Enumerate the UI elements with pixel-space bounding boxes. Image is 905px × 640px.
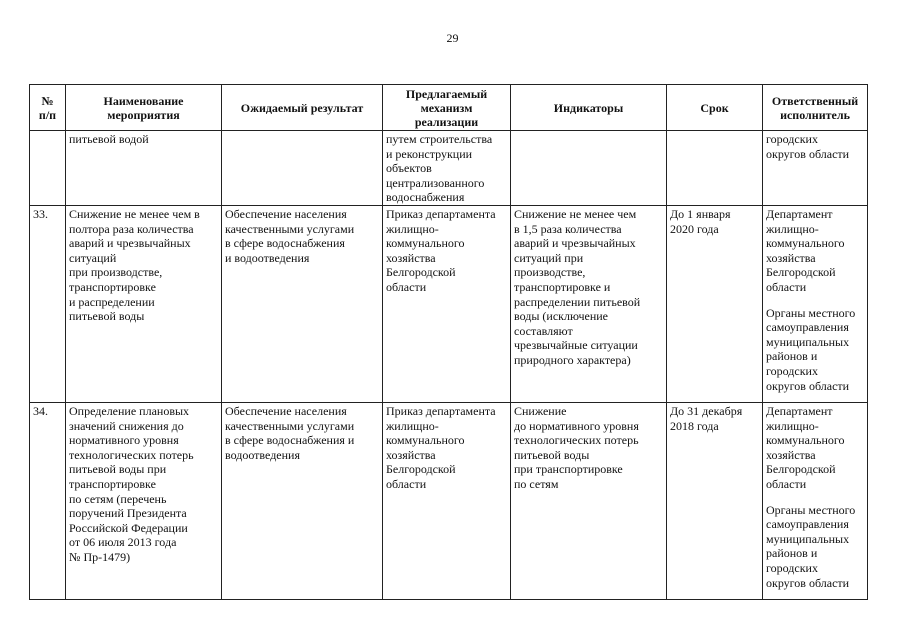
cell-number: 33. [30, 205, 66, 402]
cell-responsible: городских округов области [763, 131, 868, 206]
cell-indicators: Снижение до нормативного уровня технологических потерь питьевой воды при транспортировке по сетям [511, 402, 667, 599]
header-name: Наименование мероприятия [66, 85, 222, 131]
header-mechanism: Предлагаемый механизм реализации [383, 85, 511, 131]
cell-result: Обеспечение населения качественными услугами в сфере водоснабжения и водоотведения [222, 205, 383, 402]
cell-mechanism: Приказ департамента жилищно- коммунального хозяйства Белгородской области [383, 402, 511, 599]
cell-name: Снижение не менее чем в полтора раза количества аварий и чрезвычайных ситуаций при производстве, транспортировке и распределении питьевой воды [66, 205, 222, 402]
cell-result: Обеспечение населения качественными услугами в сфере водоснабжения и водоотведения [222, 402, 383, 599]
cell-number: 34. [30, 402, 66, 599]
cell-result [222, 131, 383, 206]
cell-responsible: Департамент жилищно- коммунального хозяйства Белгородской области Органы местного самоуправления муниципальных районов и городских округов области [763, 205, 868, 402]
table-row [30, 131, 868, 206]
header-indicators: Индикаторы [511, 85, 667, 131]
page-number: 29 [446, 31, 459, 45]
cell-indicators: Снижение не менее чем в 1,5 раза количества аварий и чрезвычайных ситуаций при производстве, транспортировке и распределении питьевой воды (исключение составляют чрезвычайные ситуации природного характера) [511, 205, 667, 402]
cell-name: Определение плановых значений снижения до нормативного уровня технологических потерь питьевой воды при транспортировке по сетям (перечень поручений Президента Российской Федерации от 06 июля 2013 года № Пр-1479) [66, 402, 222, 599]
cell-deadline: До 1 января 2020 года [667, 205, 763, 402]
table-row [30, 205, 868, 402]
header-result: Ожидаемый результат [222, 85, 383, 131]
measures-table [29, 84, 868, 600]
cell-deadline: До 31 декабря 2018 года [667, 402, 763, 599]
cell-number [30, 131, 66, 206]
header-deadline: Срок [667, 85, 763, 131]
cell-mechanism: Приказ департамента жилищно- коммунального хозяйства Белгородской области [383, 205, 511, 402]
header-number: № п/п [30, 85, 66, 131]
cell-deadline [667, 131, 763, 206]
header-responsible: Ответственный исполнитель [763, 85, 868, 131]
table-row [30, 402, 868, 599]
cell-name: питьевой водой [66, 131, 222, 206]
cell-mechanism: путем строительства и реконструкции объектов централизованного водоснабжения [383, 131, 511, 206]
cell-indicators [511, 131, 667, 206]
cell-responsible: Департамент жилищно- коммунального хозяйства Белгородской области Органы местного самоуправления муниципальных районов и городских округов области [763, 402, 868, 599]
table-header-row [30, 85, 868, 131]
